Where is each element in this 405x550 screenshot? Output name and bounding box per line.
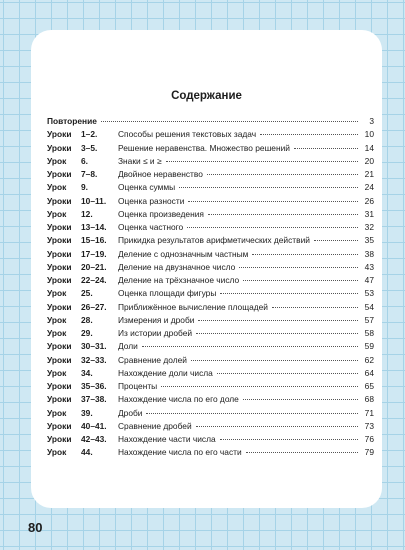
lesson-number: 28. [81,314,93,325]
toc-row[interactable] [47,393,374,406]
dot-leader [217,373,358,374]
lesson-kind: Урок [47,407,67,418]
toc-row[interactable] [47,155,374,168]
lesson-kind: Уроки [47,354,72,365]
page-ref: 47 [364,275,374,285]
lesson-prefix [47,340,118,353]
dot-leader [260,134,358,135]
page-ref: 57 [364,314,374,325]
toc-row[interactable] [47,380,374,393]
lesson-topic: Деление на трёхзначное число [118,275,240,285]
lesson-topic: Сравнение дробей [118,420,192,431]
lesson-kind: Уроки [47,222,72,232]
lesson-kind: Уроки [47,195,72,206]
lesson-kind: Урок [47,447,67,458]
toc-row[interactable] [47,195,374,208]
lesson-number: 32–33. [81,354,107,365]
lesson-topic: Проценты [118,381,158,391]
dot-leader [196,333,358,334]
lesson-kind: Урок [47,328,67,338]
page-ref: 26 [364,195,374,206]
lesson-number: 20–21. [81,261,107,272]
lesson-number: 9. [81,182,88,193]
toc-row[interactable] [47,287,374,300]
lesson-topic: Нахождение числа по его доле [118,394,239,405]
toc-row[interactable] [47,433,374,446]
page-ref: 14 [364,142,374,153]
lesson-prefix [47,208,118,221]
lesson-prefix [47,195,118,208]
lesson-topic: Решение неравенства. Множество решений [118,142,290,153]
lesson-prefix [47,274,118,287]
lesson-topic: Оценка частного [118,222,184,232]
dot-leader [161,386,358,387]
dot-leader [166,161,358,162]
toc-row[interactable] [47,274,374,287]
lesson-kind: Уроки [47,261,72,272]
page-ref: 71 [364,407,374,418]
lesson-prefix [47,446,118,459]
lesson-number: 12. [81,208,93,219]
toc-row[interactable] [47,301,374,314]
lesson-kind: Уроки [47,341,72,352]
lesson-prefix [47,142,118,155]
lesson-topic: Сравнение долей [118,354,187,365]
page-ref: 54 [364,301,374,312]
dot-leader [142,346,358,347]
dot-leader [198,320,358,321]
lesson-topic: Деление на двузначное число [118,261,236,272]
toc-row[interactable] [47,367,374,380]
lesson-kind: Урок [47,182,67,193]
toc-row[interactable] [47,221,374,234]
lesson-prefix [47,407,118,420]
dot-leader [179,187,358,188]
lesson-kind: Урок [47,288,67,299]
lesson-prefix [47,301,118,314]
toc-row[interactable] [47,248,374,261]
lesson-number: 29. [81,328,93,338]
lesson-prefix [47,314,118,327]
lesson-prefix [47,327,118,340]
lesson-prefix [47,287,118,300]
lesson-number: 35–36. [81,381,107,391]
lesson-prefix [47,433,118,446]
page-ref: 59 [364,341,374,352]
page-title: Содержание [171,90,242,102]
lesson-kind: Уроки [47,129,72,140]
dot-leader [272,307,358,308]
dot-leader [294,148,358,149]
lesson-prefix [47,354,118,367]
toc-row[interactable] [47,115,374,128]
lesson-number: 22–24. [81,275,107,285]
lesson-topic: Нахождение числа по его части [118,447,242,458]
lesson-number: 13–14. [81,222,107,232]
page-ref: 20 [364,155,374,166]
toc-row[interactable] [47,340,374,353]
lesson-prefix [47,128,118,141]
lesson-topic: Деление с однозначным частным [118,248,249,259]
lesson-number: 1–2. [81,129,98,140]
dot-leader [146,413,358,414]
dot-leader [208,214,358,215]
lesson-topic: Из истории дробей [118,328,193,338]
page-ref: 38 [364,248,374,259]
toc-row[interactable] [47,181,374,194]
toc-row[interactable] [47,420,374,433]
lesson-number: 40–41. [81,420,107,431]
lesson-number: 17–19. [81,248,107,259]
lesson-kind: Уроки [47,142,72,153]
lesson-topic: Оценка суммы [118,182,176,193]
lesson-prefix [47,234,118,247]
toc-row[interactable] [47,327,374,340]
lesson-number: 6. [81,155,88,166]
page-ref: 24 [364,182,374,193]
lesson-number: 39. [81,407,93,418]
lesson-topic: Способы решения текстовых задач [118,129,257,140]
lesson-kind: Уроки [47,434,72,444]
dot-leader [220,293,358,294]
lesson-number: 7–8. [81,169,98,179]
toc-row[interactable] [47,314,374,327]
lesson-kind: Уроки [47,248,72,259]
lesson-topic: Дроби [118,407,143,418]
lesson-kind: Урок [47,314,67,325]
lesson-kind: Уроки [47,420,72,431]
lesson-prefix [47,393,118,406]
lesson-topic: Измерения и дроби [118,314,195,325]
page-ref: 65 [364,381,374,391]
lesson-kind: Урок [47,208,67,219]
lesson-topic: Повторение [47,116,97,126]
dot-leader [207,174,358,175]
lesson-kind: Уроки [47,169,72,179]
lesson-prefix [47,221,118,234]
lesson-topic: Приближённое вычисление площадей [118,301,268,312]
lesson-topic: Знаки ≤ и ≥ [118,155,162,166]
toc-row[interactable] [47,446,374,459]
page-ref: 43 [364,261,374,272]
dot-leader [101,121,358,122]
dot-leader [187,227,358,228]
toc-row[interactable] [47,261,374,274]
lesson-number: 30–31. [81,341,107,352]
lesson-kind: Уроки [47,394,72,405]
lesson-topic: Двойное неравенство [118,169,203,179]
lesson-number: 25. [81,288,93,299]
dot-leader [243,280,358,281]
page-ref: 21 [364,169,374,179]
page-ref: 3 [369,116,374,126]
lesson-kind: Урок [47,367,67,378]
lesson-prefix [47,380,118,393]
lesson-topic: Оценка разности [118,195,185,206]
dot-leader [252,254,358,255]
page-ref: 31 [364,208,374,219]
lesson-kind: Уроки [47,275,72,285]
lesson-number: 44. [81,447,93,458]
lesson-number: 3–5. [81,142,98,153]
page-ref: 35 [364,235,374,246]
lesson-topic: Нахождение доли числа [118,367,213,378]
page-ref: 76 [364,434,374,444]
lesson-topic: Доли [118,341,138,352]
lesson-number: 15–16. [81,235,107,246]
toc-row[interactable] [47,407,374,420]
page-number: 80 [28,520,43,535]
dot-leader [196,426,358,427]
page-ref: 64 [364,367,374,378]
lesson-kind: Урок [47,155,67,166]
page-ref: 79 [364,447,374,458]
page-ref: 68 [364,394,374,405]
page-ref: 73 [364,420,374,431]
content-card [31,30,382,508]
lesson-number: 37–38. [81,394,107,405]
table-of-contents [47,115,374,460]
toc-row[interactable] [47,354,374,367]
lesson-kind: Уроки [47,381,72,391]
lesson-number: 34. [81,367,93,378]
page-ref: 62 [364,354,374,365]
page-ref: 10 [364,129,374,140]
lesson-number: 10–11. [81,195,107,206]
lesson-number: 26–27. [81,301,107,312]
page-ref: 58 [364,328,374,338]
lesson-topic: Оценка площади фигуры [118,288,217,299]
lesson-kind: Уроки [47,301,72,312]
dot-leader [191,360,358,361]
toc-row[interactable] [47,208,374,221]
lesson-prefix [47,248,118,261]
toc-row[interactable] [47,128,374,141]
lesson-prefix [47,261,118,274]
dot-leader [243,399,358,400]
lesson-prefix [47,155,118,168]
lesson-prefix [47,420,118,433]
lesson-prefix [47,181,118,194]
lesson-number: 42–43. [81,434,107,444]
lesson-prefix [47,367,118,380]
lesson-kind: Уроки [47,235,72,246]
lesson-prefix [47,168,118,181]
page-ref: 32 [364,222,374,232]
dot-leader [188,201,358,202]
lesson-topic: Нахождение части числа [118,434,216,444]
lesson-topic: Оценка произведения [118,208,204,219]
toc-row[interactable] [47,168,374,181]
dot-leader [220,439,358,440]
dot-leader [314,240,358,241]
lesson-topic: Прикидка результатов арифметических действий [118,235,310,246]
toc-row[interactable] [47,142,374,155]
dot-leader [246,452,358,453]
page-ref: 53 [364,288,374,299]
dot-leader [239,267,358,268]
toc-row[interactable] [47,234,374,247]
